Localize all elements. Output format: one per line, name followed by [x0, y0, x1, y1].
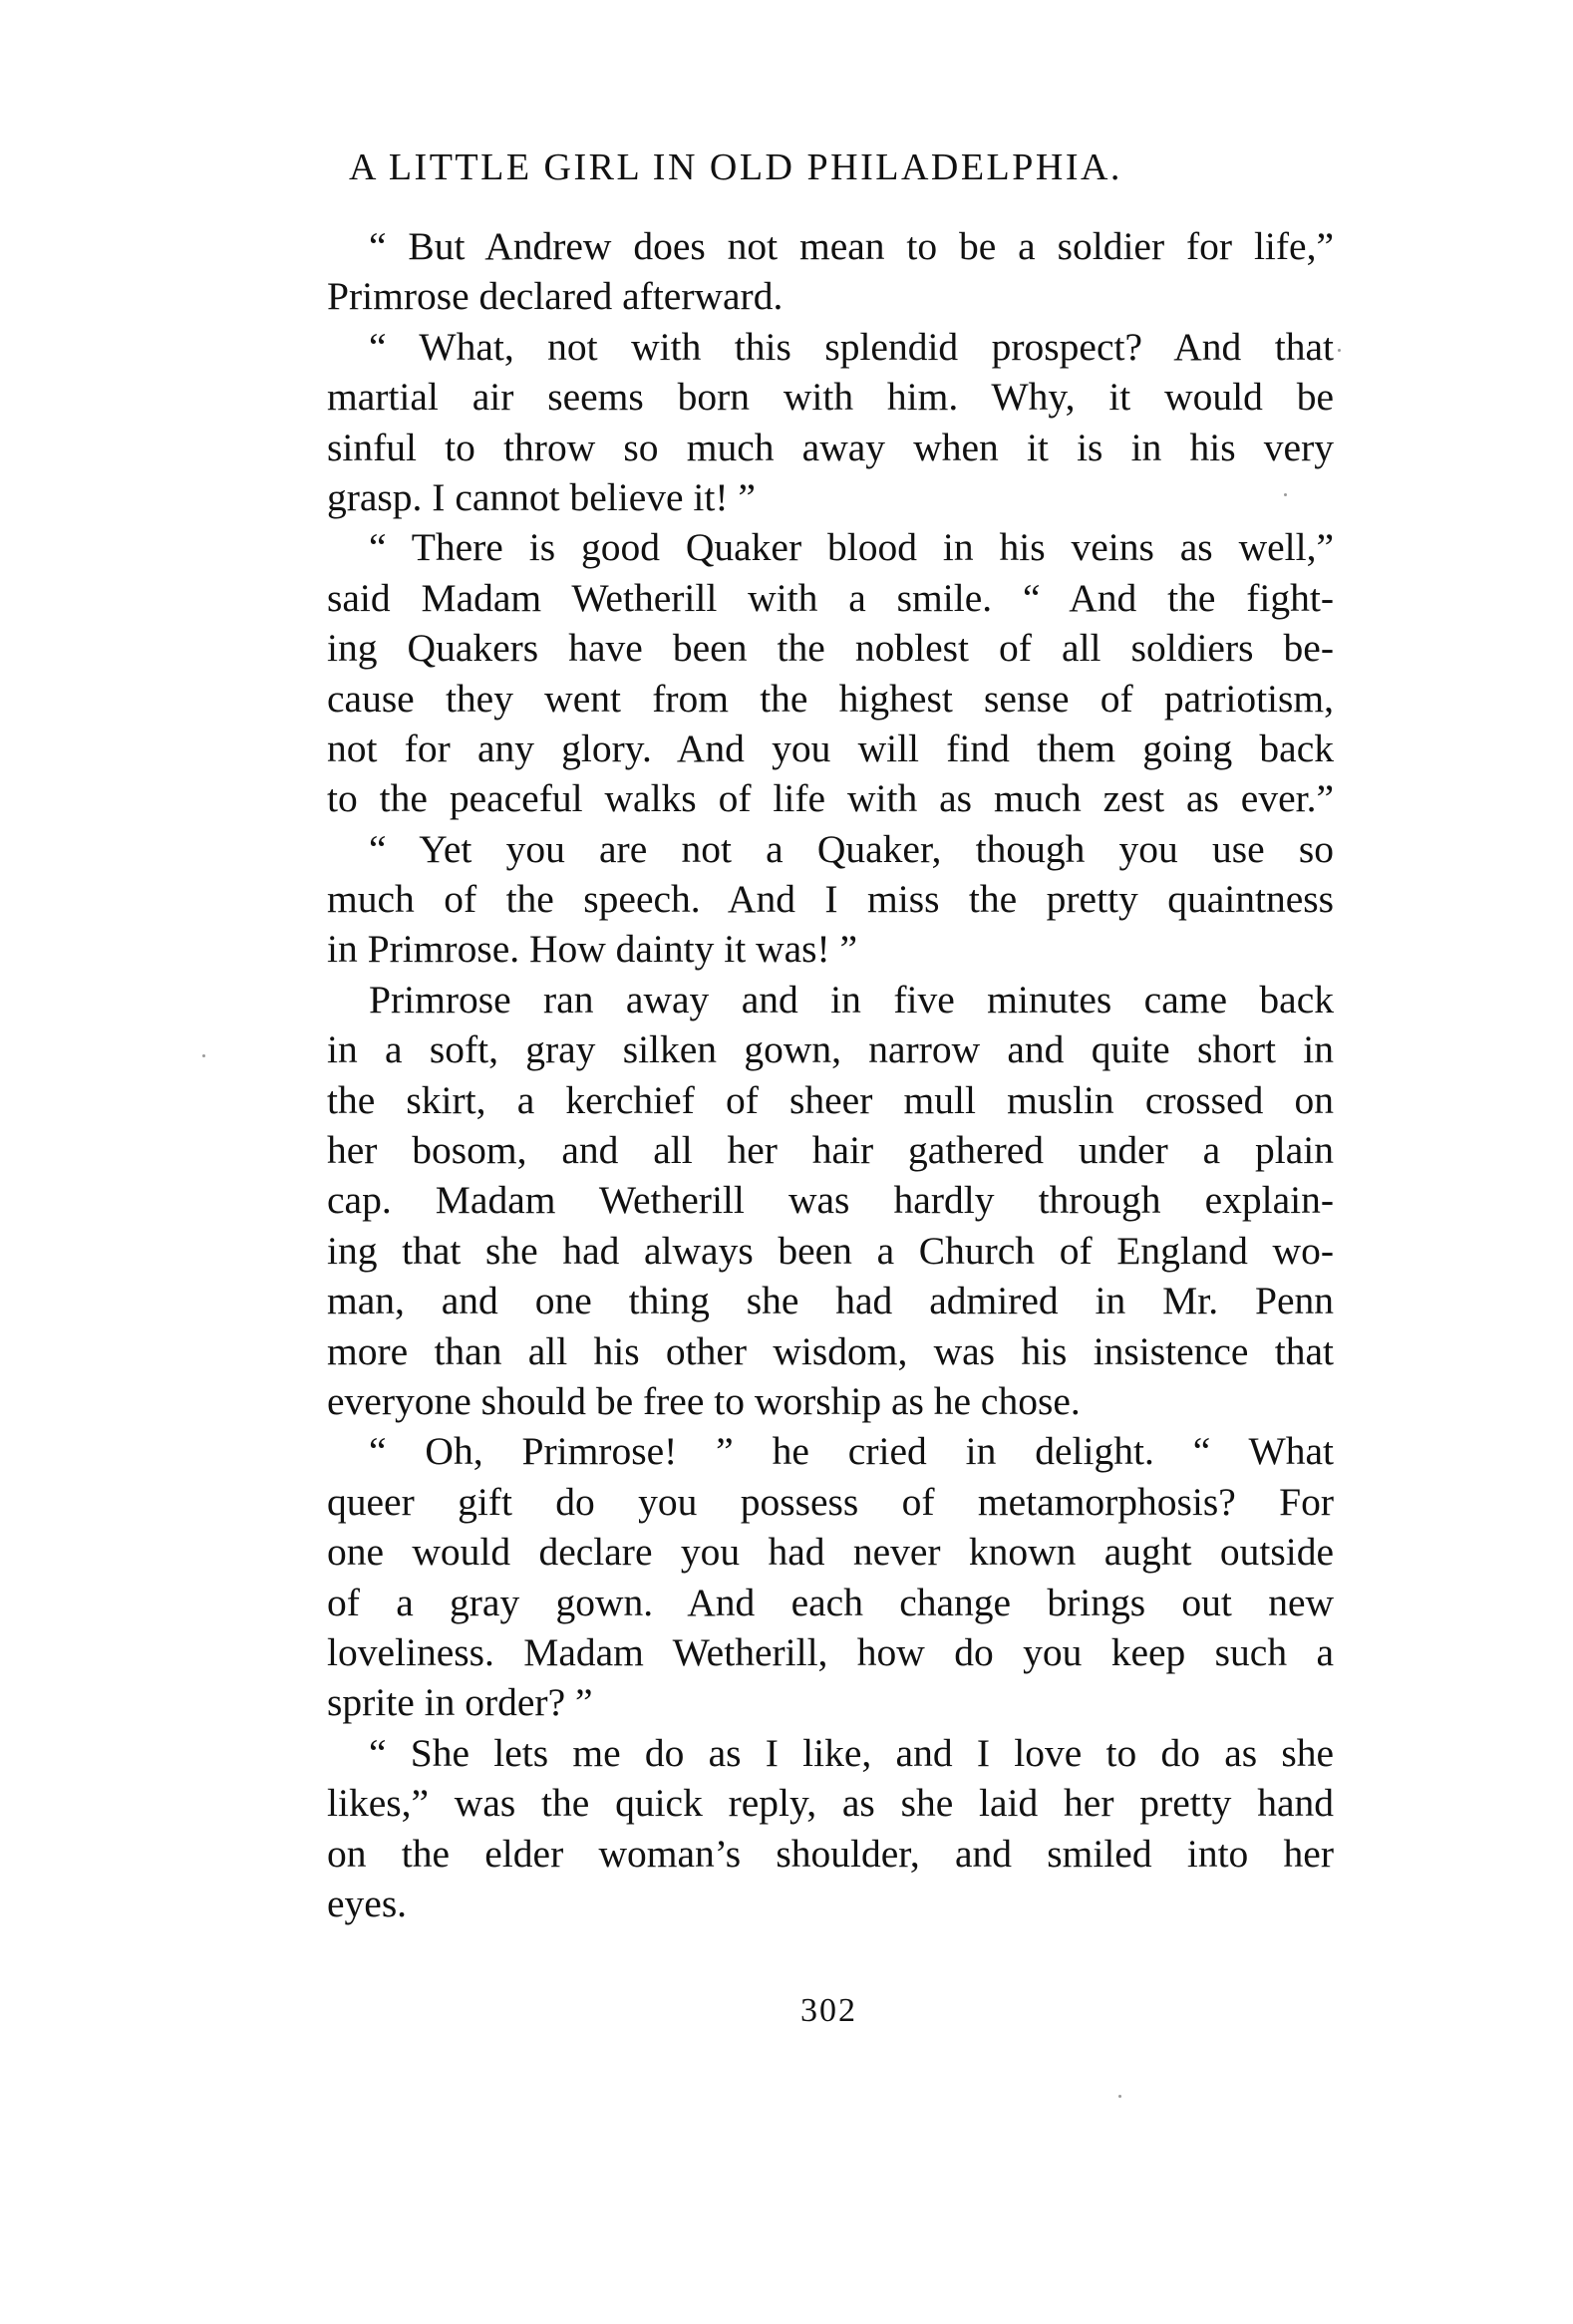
page-body — [327, 221, 1334, 1928]
text-line: of a gray gown. And each change brings out new — [327, 1580, 1334, 1624]
text-line: one would declare you had never known aught outside — [327, 1530, 1334, 1575]
text-line: “ But Andrew does not mean to be a soldier for life,” — [369, 224, 1334, 268]
text-line: “ What, not with this splendid prospect? And that — [369, 324, 1334, 369]
text-line: grasp. I cannot believe it! ” — [327, 474, 756, 519]
text-line: cap. Madam Wetherill was hardly through explain- — [327, 1178, 1334, 1223]
paper-speck — [1338, 349, 1341, 352]
text-line: sprite in order? ” — [327, 1680, 593, 1725]
text-line: ing Quakers have been the noblest of all soldiers be- — [327, 626, 1334, 671]
text-line: everyone should be free to worship as he chose. — [327, 1378, 1081, 1423]
text-line: man, and one thing she had admired in Mr. Penn — [327, 1279, 1334, 1323]
text-line: ing that she had always been a Church of England wo- — [327, 1228, 1334, 1273]
text-line: cause they went from the highest sense of patriotism, — [327, 676, 1334, 721]
text-line: “ Oh, Primrose! ” he cried in delight. “ What — [369, 1429, 1334, 1474]
text-line: more than all his other wisdom, was his insistence that — [327, 1328, 1334, 1373]
text-line: Primrose declared afterward. — [327, 274, 784, 319]
page-number: 302 — [800, 1992, 857, 2029]
paper-speck — [1284, 493, 1287, 496]
paper-speck — [202, 1054, 205, 1057]
text-line: eyes. — [327, 1881, 408, 1925]
text-line: in Primrose. How dainty it was! ” — [327, 927, 858, 972]
text-line: on the elder woman’s shoulder, and smiled into her — [327, 1831, 1334, 1876]
text-line: “ She lets me do as I like, and I love to do as she — [369, 1730, 1334, 1775]
running-head: A LITTLE GIRL IN OLD PHILADELPHIA. — [349, 146, 1122, 188]
text-line: not for any glory. And you will find them going back — [327, 726, 1334, 770]
text-line: much of the speech. And I miss the pretty quaintness — [327, 877, 1334, 922]
text-line: martial air seems born with him. Why, it would be — [327, 375, 1334, 420]
text-line: in a soft, gray silken gown, narrow and quite short in — [327, 1027, 1334, 1072]
text-line: “ Yet you are not a Quaker, though you use so — [369, 826, 1334, 871]
text-line: to the peaceful walks of life with as much zest as ever.” — [327, 776, 1334, 821]
text-line: “ There is good Quaker blood in his veins as well,” — [369, 525, 1334, 570]
text-line: likes,” was the quick reply, as she laid her pretty hand — [327, 1781, 1334, 1826]
text-line: queer gift do you possess of metamorphosis? For — [327, 1479, 1334, 1524]
text-line: the skirt, a kerchief of sheer mull muslin crossed on — [327, 1077, 1334, 1122]
text-line: sinful to throw so much away when it is in his very — [327, 425, 1334, 469]
text-line: said Madam Wetherill with a smile. “ And the fight- — [327, 575, 1334, 620]
text-line: Primrose ran away and in five minutes came back — [369, 977, 1334, 1021]
text-line: loveliness. Madam Wetherill, how do you keep such a — [327, 1629, 1334, 1674]
text-line: her bosom, and all her hair gathered under a plain — [327, 1128, 1334, 1173]
paper-speck — [1118, 2095, 1121, 2098]
